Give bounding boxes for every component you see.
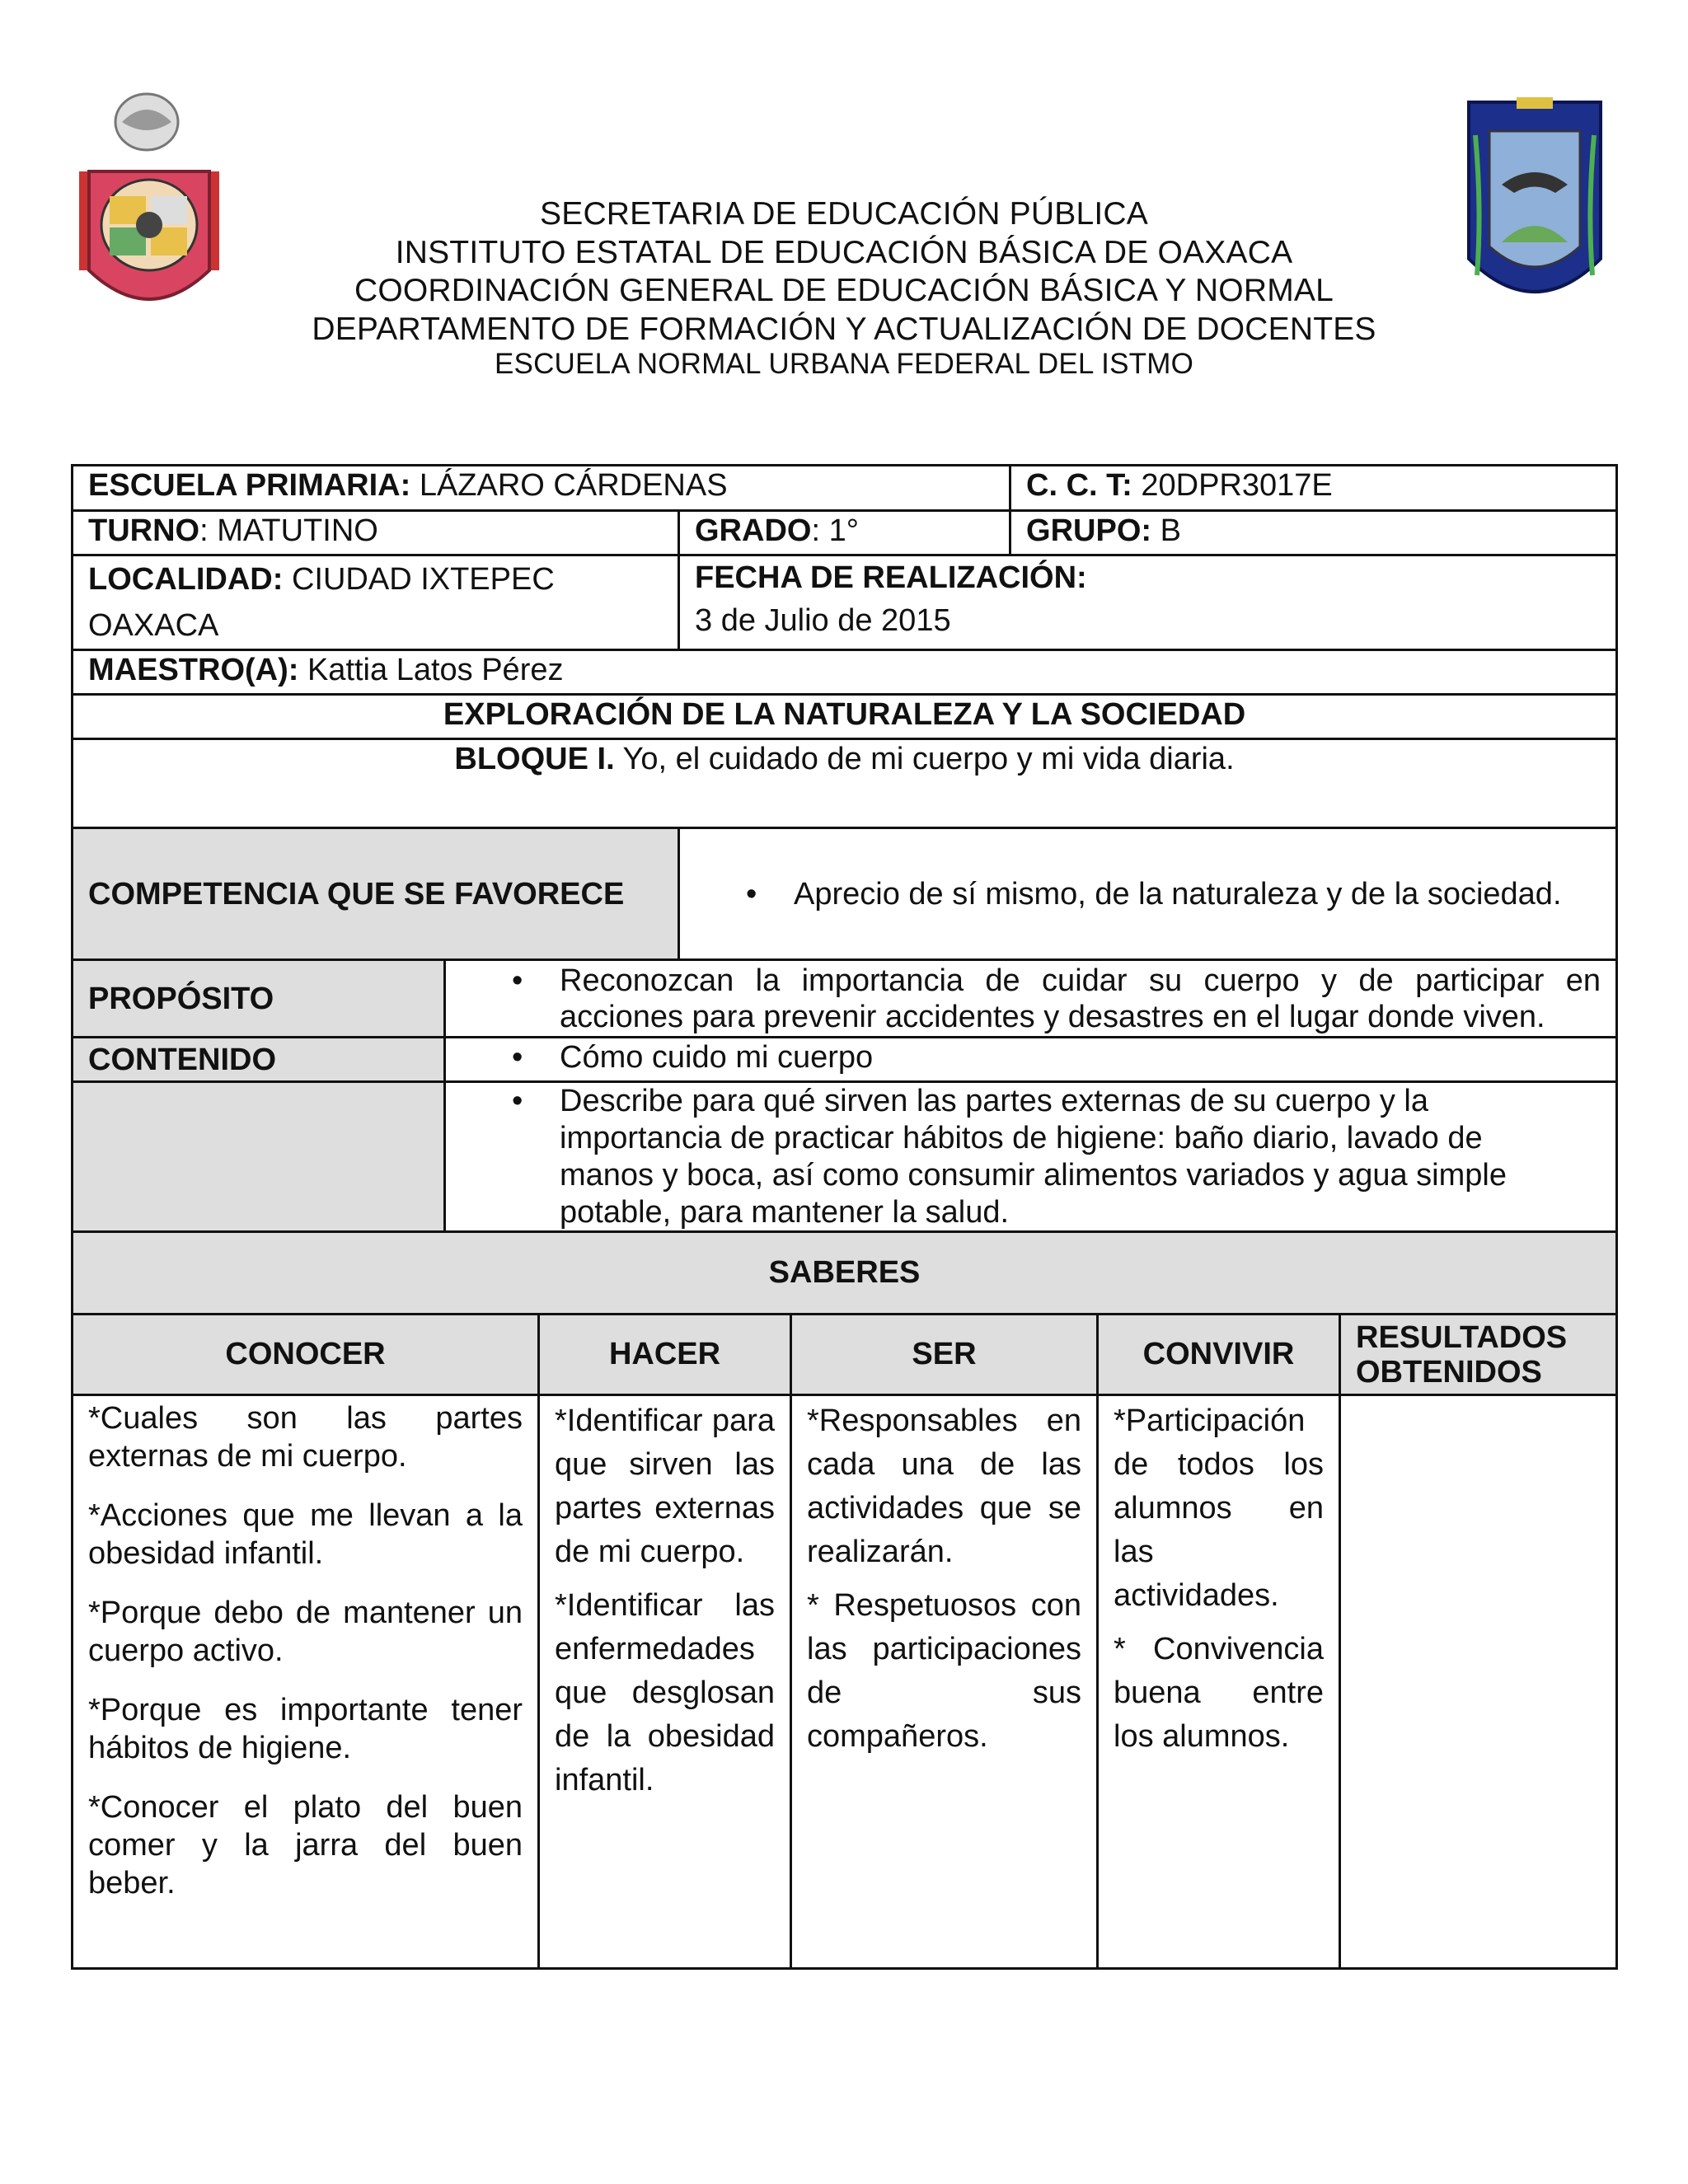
planning-info-table [71, 464, 1618, 1238]
proposito-label: PROPÓSITO [73, 960, 445, 1038]
row-maestro [73, 650, 1617, 695]
header-instituto: INSTITUTO ESTATAL DE EDUCACIÓN BÁSICA DE OAXACA [395, 235, 1293, 270]
contenido-item-2: • Describe para qué sirven las partes externas de su cuerpo y la importancia de practicar hábitos de higiene: baño diario, lavado de manos y boca, así como consumir alimentos variados y agua simple potable, para mantener la salud. [560, 1083, 1517, 1231]
subject-title: EXPLORACIÓN DE LA NATURALEZA Y LA SOCIEDAD [73, 695, 1617, 739]
row-contenido [73, 1038, 1617, 1082]
ser-item-1: *Responsables en cada una de las actividades que se realizarán. [807, 1404, 1081, 1569]
hacer-item-2: *Identificar las enfermedades que desglosan de la obesidad infantil. [555, 1588, 775, 1797]
escuela-value: LÁZARO CÁRDENAS [410, 468, 728, 503]
cell-resultados [1340, 1395, 1617, 1969]
convivir-item-1: *Participación de todos los alumnos en las actividades. [1114, 1404, 1324, 1613]
grado-label: GRADO [695, 513, 812, 548]
conocer-item-3: *Porque debo de mantener un cuerpo activo. [88, 1596, 523, 1668]
row-contenido-2 [73, 1082, 1617, 1237]
saberes-table [71, 1230, 1618, 1970]
localidad-label: LOCALIDAD: [88, 562, 284, 597]
grupo-value: B [1151, 513, 1181, 548]
row-competencia [73, 828, 1617, 960]
contenido-item-1: • Cómo cuido mi cuerpo [560, 1038, 1601, 1076]
header-resultados: RESULTADOS OBTENIDOS [1340, 1315, 1617, 1395]
cell-contenido-1 [445, 1038, 1617, 1082]
cell-contenido-2 [445, 1082, 1617, 1237]
hacer-item-1: *Identificar para que sirven las partes externas de mi cuerpo. [555, 1404, 775, 1569]
cell-proposito [445, 960, 1617, 1038]
row-bloque [73, 739, 1617, 828]
maestro-value: Kattia Latos Pérez [298, 653, 564, 687]
fecha-label: FECHA DE REALIZACIÓN: [695, 560, 1087, 595]
cell-localidad [73, 555, 679, 650]
header-departamento: DEPARTAMENTO DE FORMACIÓN Y ACTUALIZACIÓN DE DOCENTES [312, 312, 1376, 347]
grupo-label: GRUPO: [1026, 513, 1152, 548]
cct-value: 20DPR3017E [1132, 468, 1333, 503]
cell-grupo [1010, 511, 1617, 555]
turno-value: : MATUTINO [199, 513, 378, 548]
row-escuela [73, 466, 1617, 511]
conocer-item-2: *Acciones que me llevan a la obesidad infantil. [88, 1498, 523, 1571]
cell-grado [679, 511, 1010, 555]
cell-conocer [73, 1395, 539, 1969]
cell-fecha [679, 555, 1617, 650]
conocer-item-4: *Porque es importante tener hábitos de higiene. [88, 1693, 523, 1765]
cell-escuela [73, 466, 1010, 511]
header-conocer: CONOCER [73, 1315, 539, 1395]
competencia-label: COMPETENCIA QUE SE FAVORECE [73, 828, 679, 960]
proposito-item: • Reconozcan la importancia de cuidar su cuerpo y de participar en acciones para prevenir accidentes y desastres en el lugar donde viven. [560, 963, 1601, 1035]
cell-bloque [73, 739, 1617, 828]
row-saberes-headers [73, 1315, 1617, 1395]
turno-label: TURNO [88, 513, 200, 548]
contenido-label: CONTENIDO [73, 1038, 445, 1082]
cct-label: C. C. T: [1026, 468, 1132, 503]
ser-item-2: * Respetuosos con las participaciones de sus compañeros. [807, 1588, 1081, 1754]
localidad-value: CIUDAD IXTEPEC [283, 562, 555, 597]
conocer-item-1: *Cuales son las partes externas de mi cuerpo. [88, 1401, 523, 1474]
cell-hacer [539, 1395, 791, 1969]
conocer-item-5: *Conocer el plato del buen comer y la jarra del buen beber. [88, 1790, 523, 1900]
contenido-empty-cell [73, 1082, 445, 1237]
cell-convivir [1098, 1395, 1340, 1969]
saberes-title: SABERES [73, 1232, 1617, 1315]
cell-cct [1010, 466, 1617, 511]
header-convivir: CONVIVIR [1098, 1315, 1340, 1395]
row-saberes-content [73, 1395, 1617, 1969]
cell-competencia [679, 828, 1617, 960]
localidad-state: OAXACA [88, 608, 219, 643]
header-coordinacion: COORDINACIÓN GENERAL DE EDUCACIÓN BÁSICA Y NORMAL [354, 273, 1334, 308]
row-subject [73, 695, 1617, 739]
header-escuela-normal: ESCUELA NORMAL URBANA FEDERAL DEL ISTMO [494, 348, 1193, 380]
maestro-label: MAESTRO(A): [88, 653, 299, 687]
cell-ser [791, 1395, 1098, 1969]
row-localidad [73, 555, 1617, 650]
cell-maestro [73, 650, 1617, 695]
bloque-text: Yo, el cuidado de mi cuerpo y mi vida diaria. [614, 742, 1235, 776]
row-proposito [73, 960, 1617, 1038]
cell-turno [73, 511, 679, 555]
header-ser: SER [791, 1315, 1098, 1395]
fecha-value: 3 de Julio de 2015 [695, 603, 951, 638]
row-turno [73, 511, 1617, 555]
row-saberes-title [73, 1232, 1617, 1315]
grado-value: : 1° [811, 513, 859, 548]
convivir-item-2: * Convivencia buena entre los alumnos. [1114, 1632, 1324, 1754]
competencia-item: • Aprecio de sí mismo, de la naturaleza y de la sociedad. [794, 872, 1601, 916]
header-secretaria: SECRETARIA DE EDUCACIÓN PÚBLICA [540, 196, 1148, 232]
header-hacer: HACER [539, 1315, 791, 1395]
escuela-label: ESCUELA PRIMARIA: [88, 468, 411, 503]
bloque-label: BLOQUE I. [454, 742, 615, 776]
